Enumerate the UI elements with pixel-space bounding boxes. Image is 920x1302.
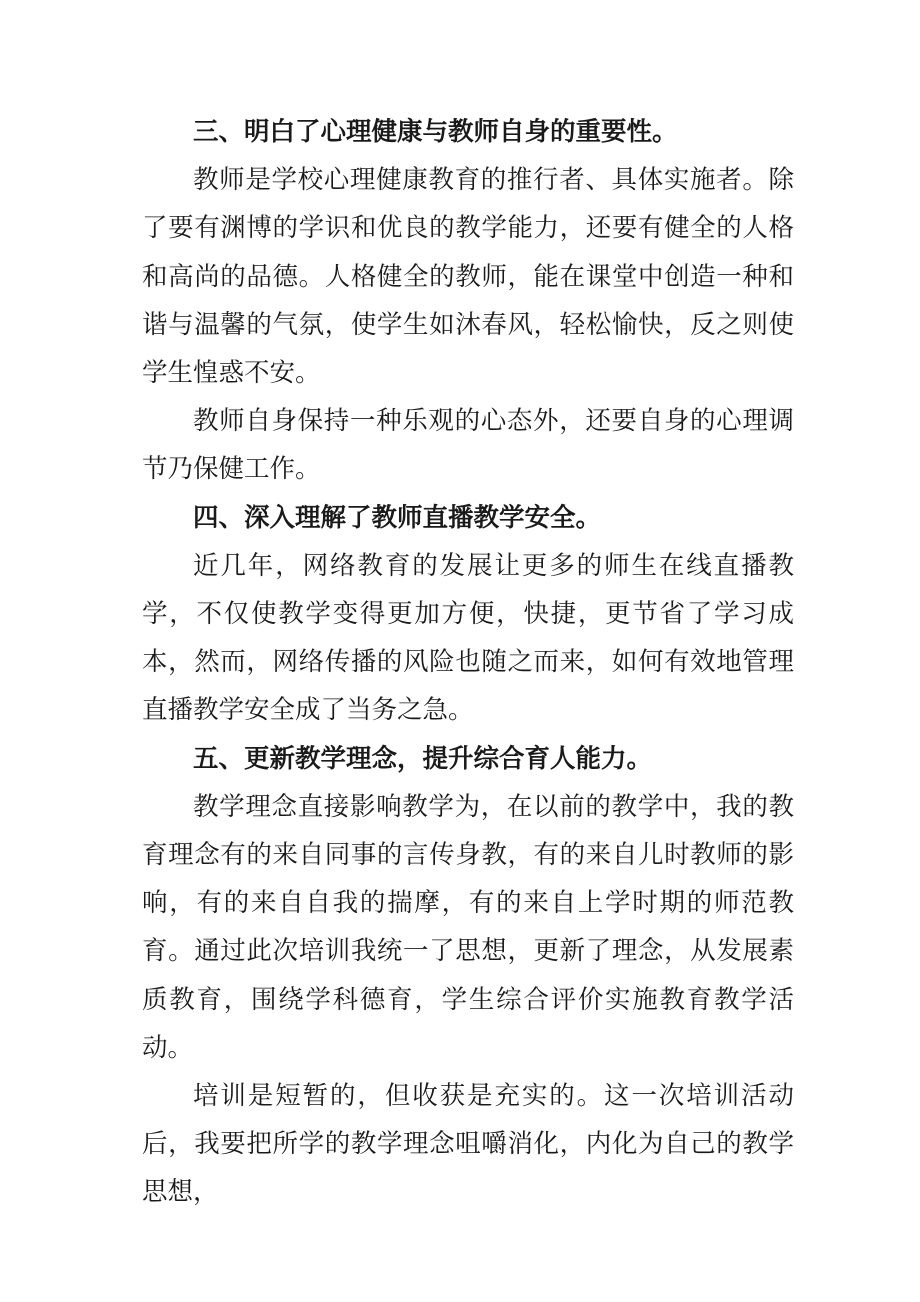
section-heading-4: 四、深入理解了教师直播教学安全。 xyxy=(193,502,602,533)
paragraph: 培训是短暂的，但收获是充实的。这一次培训活动后，我要把所学的教学理念咀嚼消化，内化为自己的教学思想， xyxy=(142,1081,794,1208)
section-heading-5: 五、更新教学理念，提升综合育人能力。 xyxy=(193,743,653,774)
document-body xyxy=(142,108,794,1217)
paragraph: 教学理念直接影响教学为，在以前的教学中，我的教育理念有的来自同事的言传身教，有的来自儿时教师的影响，有的来自自我的揣摩，有的来自上学时期的师范教育。通过此次培训我统一了思想，更新了理念，从发展素质教育，围绕学科德育，学生综合评价实施教育教学活动。 xyxy=(142,791,794,1063)
paragraph: 近几年，网络教育的发展让更多的师生在线直播教学，不仅使教学变得更加方便，快捷，更节省了学习成本，然而，网络传播的风险也随之而来，如何有效地管理直播教学安全成了当务之急。 xyxy=(142,550,794,726)
paragraph: 教师自身保持一种乐观的心态外，还要自身的心理调节乃保健工作。 xyxy=(142,406,794,485)
paragraph: 教师是学校心理健康教育的推行者、具体实施者。除了要有渊博的学识和优良的教学能力，还要有健全的人格和高尚的品德。人格健全的教师，能在课堂中创造一种和谐与温馨的气氛，使学生如沐春风，轻松愉快，反之则使学生惶惑不安。 xyxy=(142,165,794,389)
section-heading-3: 三、明白了心理健康与教师自身的重要性。 xyxy=(193,117,678,147)
